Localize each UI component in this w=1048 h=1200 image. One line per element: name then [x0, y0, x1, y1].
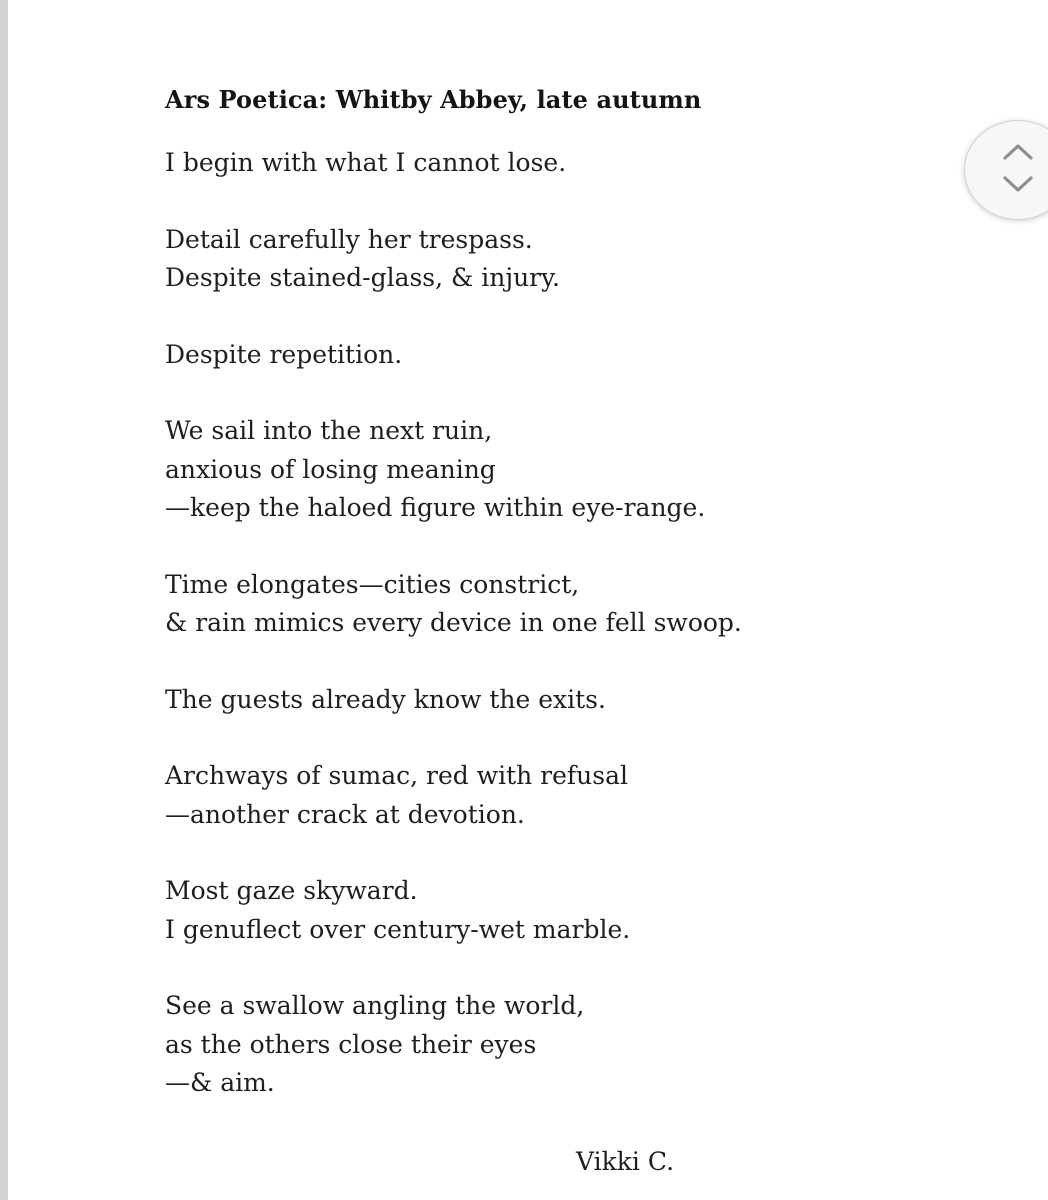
- poem-line: Detail carefully her trespass.: [165, 224, 533, 254]
- poem-line: I begin with what I cannot lose.: [165, 148, 567, 177]
- poem-line: See a swallow angling the world,: [165, 991, 585, 1020]
- chevron-up-icon[interactable]: [1001, 141, 1035, 163]
- poem-line: anxious of losing meaning: [165, 454, 496, 484]
- poem-line: & rain mimics every device in one fell swoop.: [165, 608, 742, 637]
- poem-line: Time elongates—cities constrict,: [165, 569, 580, 599]
- poem-page: [165, 82, 925, 1141]
- stanza-2: [165, 221, 925, 298]
- poem-line: Archways of sumac, red with refusal: [165, 761, 629, 790]
- stanza-8: [165, 872, 925, 949]
- chevron-down-icon[interactable]: [1001, 173, 1035, 195]
- poem-line: —another crack at devotion.: [165, 799, 525, 829]
- stanza-7: [165, 757, 925, 834]
- page-navigation-button[interactable]: [964, 120, 1048, 220]
- left-edge-divider: [0, 0, 8, 1200]
- poem-line: I genuflect over century-wet marble.: [165, 914, 631, 944]
- stanza-3: [165, 336, 925, 375]
- poem-line: as the others close their eyes: [165, 1029, 537, 1059]
- poem-line: —keep the haloed figure within eye-range.: [165, 493, 706, 522]
- poem-title: Ars Poetica: Whitby Abbey, late autumn: [165, 85, 702, 114]
- poem-line: We sail into the next ruin,: [165, 416, 493, 445]
- poem-line: The guests already know the exits.: [165, 684, 606, 714]
- poem-line: Despite stained-glass, & injury.: [165, 263, 560, 292]
- author-signature: Vikki C.: [576, 1147, 675, 1176]
- poem-line: Most gaze skyward.: [165, 876, 418, 905]
- stanza-1: [165, 144, 925, 183]
- stanza-9: [165, 987, 925, 1103]
- stanza-5: [165, 566, 925, 643]
- stanza-6: [165, 681, 925, 720]
- poem-line: —& aim.: [165, 1068, 275, 1097]
- stanza-4: [165, 412, 925, 528]
- poem-line: Despite repetition.: [165, 339, 403, 369]
